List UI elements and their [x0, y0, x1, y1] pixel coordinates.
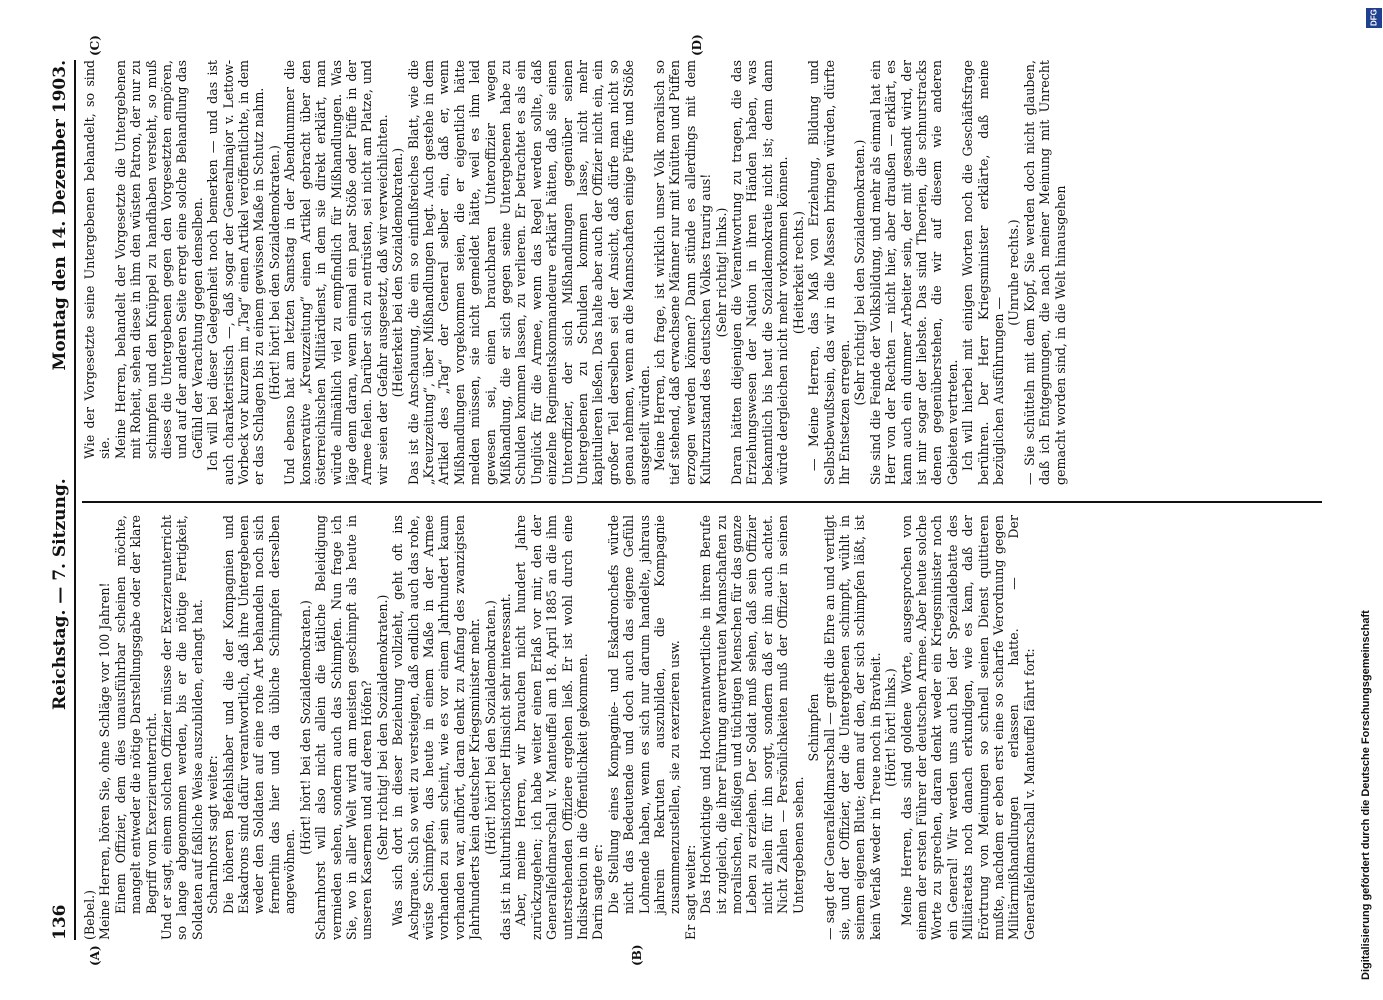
- right-column-paragraph: (Heiterkeit bei den Sozialdemokraten.): [390, 147, 406, 398]
- right-column-paragraph: Meine Herren, ich frage, ist wirklich unser Volk moralisch so tief stehend, daß erwachsene Männer nur mit Knütten und Püffen erzogen werden können? Dann stünde es allerdings mit dem Kulturzustand des deutschen Volkes traurig aus!: [652, 60, 714, 485]
- right-column-paragraph: — Meine Herren, das Maß von Erziehung, Bildung und Selbstbewußtsein, das wir in die Massen bringen würden, dürfte Ihr Entsetzen erregen.: [806, 60, 852, 485]
- right-column-paragraph: (Heiterkeit rechts.): [790, 210, 806, 335]
- right-column-paragraph: Wie der Vorgesetzte seine Untergebenen behandelt, so sind sie.: [82, 60, 113, 459]
- left-column-paragraph: Er sagt weiter:: [682, 844, 698, 940]
- left-column-paragraph: (Hört! hört! bei den Sozialdemokraten.): [482, 600, 498, 855]
- right-column-paragraph: Ich will hierbei mit einigen Worten noch die Geschäftsfrage berühren. Der Herr Kriegsminister erklärte, daß meine bezüglichen Ausführungen —: [960, 60, 1006, 485]
- left-column: [82, 515, 1322, 940]
- right-column-paragraph: Das ist die Anschauung, die ein so einflußreiches Blatt, wie die „Kreuzzeitung“, über Mißhandlungen hegt. Auch gestehe in dem Artikel des „Tag“ der General selber ein, daß er, wenn Mißhandlungen vorgekommen seien, die er eigentlich hätte melden müssen, sie nicht gemeldet hätte, weil es ihm leid gewesen sei, einen brauchbaren Unteroffizier wegen Mißhandlung, die er sich gegen seine Untergebenen habe zu Schulden kommen lassen, zu verlieren. Er betrachtet es als ein Unglück für die Armee, wenn das Regel werden sollte, daß einzelne Regimentskommandeure erklärt hätten, daß sie einen Unteroffizier, der sich Mißhandlungen gegenüber seinen Untergebenen zu Schulden kommen lasse, nicht mehr kapitulieren ließen. Das halte aber auch der Offizier nicht ein, ein großer Teil derselben sei der Ansicht, daß dürfe man nicht so genau nehmen, wenn an die Mannschaften einige Püffe und Stöße ausgeteilt würden.: [405, 60, 652, 485]
- margin-mark-d: (D): [690, 34, 704, 56]
- page-number: 136: [50, 904, 70, 940]
- left-column-paragraph: Und er sagt, einem solchen Offizier müsse der Exerzierunterricht so lange abgenommen werden, bis er die nötige Fertigkeit, Soldaten auf faßliche Weise auszubilden, erlangt hat.: [159, 515, 205, 940]
- header-rule: [74, 60, 76, 940]
- session-date: Montag den 14. Dezember 1903.: [50, 60, 70, 371]
- left-column-paragraph: (Sehr richtig! bei den Sozialdemokraten.): [374, 594, 390, 861]
- left-column-paragraph: Meine Herren, das sind goldene Worte, ausgesprochen von einem der ersten Führer der deutschen Armee. Aber heute solche Worte zu sprechen, daran denkt weder ein Kriegsminister noch ein General! Wir werden uns auch bei der Spezialdebatte des Militäretats noch danach erkundigen, wie es kam, daß der Erörtrung von Meinungen so schnell seinen Dienst quittieren mußte, nachdem er eben erst eine so scharfe Verordnung gegen Militärmißhandlungen erlassen hatte. — Der Generalfeldmarschall v. Manteuffel fährt fort:: [898, 515, 1037, 940]
- left-column-paragraph: Aber, meine Herren, wir brauchen nicht hundert Jahre zurückzugehen; ich habe weiter einen Erlaß vor mir, den der Generalfeldmarschall v. Manteuffel am 18. April 1885 an die ihm unterstehenden Offiziere ergehen ließ. Er ist wohl durch eine Indiskretion in die Öffentlichkeit gekommen.: [513, 515, 590, 940]
- left-column-paragraph: Darin sagte er:: [590, 843, 606, 940]
- left-column-paragraph: Die höheren Befehlshaber und die der Kompagnien und Eskadrons sind dafür verantwortlich, daß ihre Untergebenen weder den Soldaten auf eine rohe Art behandeln noch sich fernerhin das hier und da übliche Schimpfen derselben angewöhnen.: [220, 515, 298, 914]
- left-column-paragraph: Einem Offizier, dem dies unausführbar scheinen möchte, mangelt entweder die nötige Darstellungsgabe oder der klare Begriff vom Exerzierunterricht.: [112, 515, 159, 914]
- right-column-paragraph: (Hört! hört! bei den Sozialdemokraten.): [266, 145, 282, 400]
- left-column-paragraph: Meine Herren, hören Sie, ohne Schläge vor 100 Jahren!: [97, 582, 113, 940]
- digitization-note: [1360, 20, 1380, 980]
- right-column-paragraph: Daran hätten diejenigen die Verantwortung zu tragen, die das Erziehungswesen der Nation in ihren Händen haben, was bekanntlich bis heut die Sozialdemokratie nicht ist; denn dann würde dergleichen nicht mehr vorkommen können.: [729, 60, 791, 485]
- left-column-paragraph: Die Stellung eines Kompagnie- und Eskadronchefs würde nicht das Bedeutende und doch auch das eigene Gefühl Lohnende haben, wenn es sich nur darum handelte, jahraus jahrein Rekruten auszubilden, die Kompagnie zusammenzustellen, sie zu exerzieren usw.: [605, 515, 683, 914]
- right-column-paragraph: Sie sind die Feinde der Volksbildung, und mehr als einmal hat ein Herr von der Rechten — nicht hier, aber draußen — erklärt, es kann auch ein dummer Arbeiter sein, der mit gesandt wird, der ist mir sogar der liebste. Das sind Theorien, die schnurstracks denen gegenüberstehen, die wir auf diesem wie anderen Gebieten vertreten.: [867, 60, 960, 485]
- right-column: [82, 60, 1322, 485]
- dfg-logo: DFG: [1366, 8, 1382, 28]
- right-column-paragraph: Ich will bei dieser Gelegenheit noch bemerken — und das ist auch charakteristisch —, daß sogar der Generalmajor v. Lettow-Vorbeck vor kurzem im „Tag“ einen Artikel veröffentlichte, in dem er das Schlagen bis zu einem gewissen Maße in Schutz nahm.: [205, 60, 267, 485]
- left-column-paragraph: (Bebel.): [82, 889, 97, 940]
- left-column-paragraph: Was sich dort in dieser Beziehung vollzieht, geht oft ins Aschgraue. Sich so weit zu versteigen, daß endlich auch das rohe, wüste Schimpfen, das heute in einem Maße in der Armee vorhanden zu sein scheint, wie es vor einem Jahrhundert kaum vorhanden war, aufhört, daran denkt zu Anfang des zwanzigsten Jahrhunderts kein deutscher Kriegsminister mehr.: [390, 515, 483, 940]
- digitization-text: Digitalisierung gefördert durch die Deutsche Forschungsgemeinschaft: [1360, 610, 1372, 980]
- running-head: [50, 60, 72, 940]
- right-column-paragraph: (Unruhe rechts.): [1006, 219, 1022, 326]
- left-column-paragraph: Scharnhorst will also nicht allein die tätliche Beleidigung vermieden sehen, sondern auch das Schimpfen. Nun frage ich Sie, wo in aller Welt wird am meisten geschimpft als heute in unseren Kasernen und auf deren Höfen?: [313, 515, 375, 940]
- left-column-paragraph: (Hört! hört! links.): [883, 668, 899, 787]
- left-column-paragraph: Scharnhorst sagt weiter:: [205, 755, 221, 914]
- right-column-paragraph: (Sehr richtig! bei den Sozialdemokraten.): [852, 139, 868, 406]
- left-column-paragraph: — sagt der Generalfeldmarschall — greift die Ehre an und vertilgt sie, und der Offizier, der die Untergebenen schimpft, wühlt in seinem eigenen Blute; denn auf den, der sich schimpfen läßt, ist kein Verlaß weder in Treue noch in Bravheit.: [821, 515, 883, 940]
- running-title: Reichstag. — 7. Sitzung.: [50, 478, 70, 710]
- right-column-paragraph: Meine Herren, behandelt der Vorgesetzte die Untergebenen mit Roheit, sehen diese in ihm den wüsten Patron, der nur zu schimpfen und den Knüppel zu handhaben versteht, so muß dieses die Untergebenen gegen den Vorgesetzten empören, und auf der anderen Seite erregt eine solche Behandlung das Gefühl der Verachtung gegen denselben.: [112, 60, 205, 459]
- right-column-paragraph: (Sehr richtig! links.): [713, 207, 729, 338]
- right-column-paragraph: — Sie schütteln mit dem Kopf, Sie werden doch nicht glauben, daß ich Entgegnungen, die nach meiner Meinung mit Unrecht gemacht worden sind, in die Welt hinausgehen: [1021, 60, 1068, 485]
- margin-mark-b: (B): [630, 944, 644, 966]
- left-column-paragraph: Schimpfen: [806, 693, 822, 762]
- margin-mark-c: (C): [88, 35, 102, 56]
- margin-mark-a: (A): [88, 945, 102, 966]
- left-column-paragraph: (Hört! hört! bei den Sozialdemokraten.): [297, 600, 313, 855]
- column-divider: [82, 501, 1322, 503]
- left-column-paragraph: Das Hochwichtige und Hochverantwortliche in ihrem Berufe ist zugleich, die ihrer Führung anvertrauten Mannschaften zu moralischen, fleißigen und tüchtigen Menschen für das ganze Leben zu erziehen. Der Soldat muß sehen, daß sein Offizier nicht allein für ihn sorgt, sondern daß er ihn auch achtet. Nicht Zahlen — Persönlichkeiten muß der Offizier in seinen Untergebenen sehen.: [698, 515, 806, 914]
- right-column-paragraph: Und ebenso hat am letzten Samstag in der Abendnummer die konservative „Kreuzzeitung“ einen Artikel gebracht über den österreichischen Militärdienst, in dem sie direkt erklärt, man würde allmählich viel zu empfindlich für Mißhandlungen. Was läge denn daran, wenn einmal ein paar Stöße oder Püffe in der Armee fielen. Darüber sich zu entrüsten, sei nicht am Platze, und wir seien der Gefahr ausgesetzt, daß wir verweichlichten.: [282, 60, 390, 485]
- left-column-paragraph: das ist in kulturhistorischer Hinsicht sehr interessant.: [497, 593, 513, 940]
